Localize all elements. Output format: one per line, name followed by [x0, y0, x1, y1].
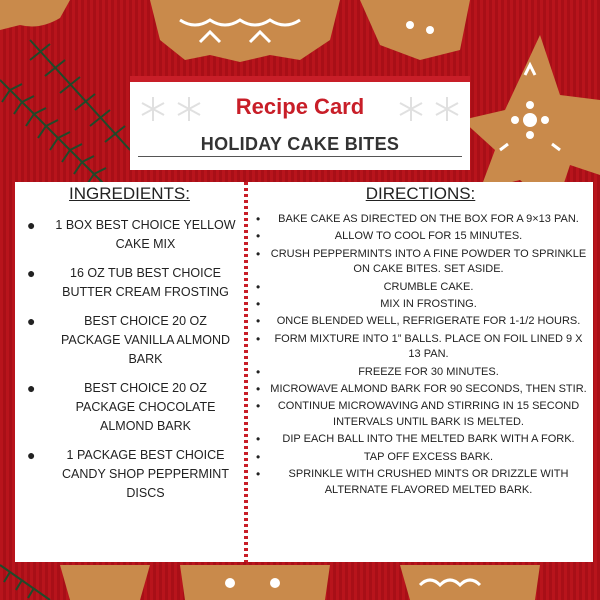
- direction-step: [248, 212, 593, 227]
- direction-step: [248, 382, 593, 397]
- bullet-icon: •: [256, 382, 261, 397]
- gingerbread-cookie-bottom-mid: [180, 565, 330, 600]
- pine-branch-left: [0, 40, 130, 200]
- ingredients-heading: INGREDIENTS:: [69, 184, 190, 203]
- direction-step: [248, 247, 593, 278]
- direction-text: MICROWAVE ALMOND BARK FOR 90 SECONDS, THEN STIR.: [270, 383, 587, 396]
- bullet-icon: •: [256, 246, 261, 261]
- bullet-icon: •: [256, 212, 261, 226]
- recipe-title-card: [130, 76, 470, 170]
- direction-text: MIX IN FROSTING.: [380, 298, 477, 311]
- direction-text: TAP OFF EXCESS BARK.: [363, 450, 494, 463]
- bullet-icon: •: [256, 364, 261, 379]
- direction-step: [248, 365, 593, 380]
- bullet-icon: •: [256, 331, 261, 346]
- pine-branch-bottom-left: [0, 565, 50, 600]
- bullet-icon: •: [256, 297, 261, 312]
- bullet-icon: •: [256, 467, 261, 482]
- gingerbread-cookie-bottom-right: [400, 565, 540, 600]
- ingredients-panel: [15, 182, 244, 562]
- gingerbread-cookie-top-mid: [360, 0, 470, 60]
- direction-step: [248, 280, 593, 295]
- direction-text: BAKE CAKE AS DIRECTED ON THE BOX FOR A 9×13 PAN.: [278, 213, 579, 225]
- bullet-icon: •: [256, 399, 261, 414]
- ingredient-text: 1 BOX BEST CHOICE YELLOW CAKE MIX: [55, 218, 236, 251]
- direction-text: FORM MIXTURE INTO 1” BALLS. PLACE ON FOIL LINED 9 X 13 PAN.: [274, 332, 583, 361]
- direction-step: [248, 314, 593, 329]
- bullet-icon: ●: [27, 265, 36, 281]
- ingredient-item: [15, 379, 244, 436]
- ingredients-list: [15, 216, 244, 503]
- direction-text: SPRINKLE WITH CRUSHED MINTS OR DRIZZLE WITH ALTERNATE FLAVORED MELTED BARK.: [288, 468, 569, 496]
- gingerbread-cookie-top-left: [0, 0, 70, 30]
- direction-text: CRUSH PEPPERMINTS INTO A FINE POWDER TO SPRINKLE ON CAKE BITES. SET ASIDE.: [270, 247, 587, 276]
- direction-text: ALLOW TO COOL FOR 15 MINUTES.: [334, 230, 523, 243]
- bullet-icon: ●: [27, 447, 36, 463]
- ingredient-text: 16 OZ TUB BEST CHOICE BUTTER CREAM FROSTING: [62, 266, 229, 299]
- direction-step: [248, 450, 593, 465]
- direction-text: FREEZE FOR 30 MINUTES.: [358, 365, 499, 378]
- direction-step: [248, 332, 593, 363]
- direction-text: CRUMBLE CAKE.: [383, 280, 474, 293]
- ingredient-text: 1 PACKAGE BEST CHOICE CANDY SHOP PEPPERMINT DISCS: [62, 448, 229, 500]
- direction-step: [248, 432, 593, 447]
- gingerbread-tree-cookie-top: [150, 0, 340, 62]
- direction-text: DIP EACH BALL INTO THE MELTED BARK WITH A FORK.: [282, 433, 575, 446]
- direction-step: [248, 229, 593, 244]
- bullet-icon: •: [256, 279, 261, 294]
- direction-text: CONTINUE MICROWAVING AND STIRRING IN 15 SECOND INTERVALS UNTIL BARK IS MELTED.: [277, 400, 580, 428]
- direction-step: [248, 467, 593, 498]
- directions-heading: DIRECTIONS:: [365, 184, 476, 203]
- bullet-icon: •: [256, 229, 261, 244]
- ingredient-text: BEST CHOICE 20 OZ PACKAGE VANILLA ALMOND BARK: [60, 314, 231, 366]
- ingredient-item: [15, 446, 244, 503]
- ingredient-item: [15, 216, 244, 254]
- bullet-icon: ●: [27, 313, 36, 329]
- gingerbread-cookie-bottom-left: [60, 565, 150, 600]
- ingredient-item: [15, 312, 244, 369]
- recipe-title: HOLIDAY CAKE BITES: [200, 134, 400, 154]
- bullet-icon: ●: [27, 380, 36, 396]
- directions-list: [248, 212, 593, 498]
- card-heading: Recipe Card: [235, 94, 365, 119]
- ingredient-text: BEST CHOICE 20 OZ PACKAGE CHOCOLATE ALMOND BARK: [75, 381, 216, 433]
- direction-step: [248, 399, 593, 430]
- bullet-icon: •: [256, 314, 261, 329]
- direction-text: ONCE BLENDED WELL, REFRIGERATE FOR 1-1/2 HOURS.: [276, 315, 581, 328]
- title-underline: [138, 156, 462, 157]
- bullet-icon: •: [256, 432, 261, 447]
- ingredient-item: [15, 264, 244, 302]
- bullet-icon: ●: [27, 217, 36, 233]
- directions-panel: [248, 182, 593, 562]
- bullet-icon: •: [256, 449, 261, 464]
- direction-step: [248, 297, 593, 312]
